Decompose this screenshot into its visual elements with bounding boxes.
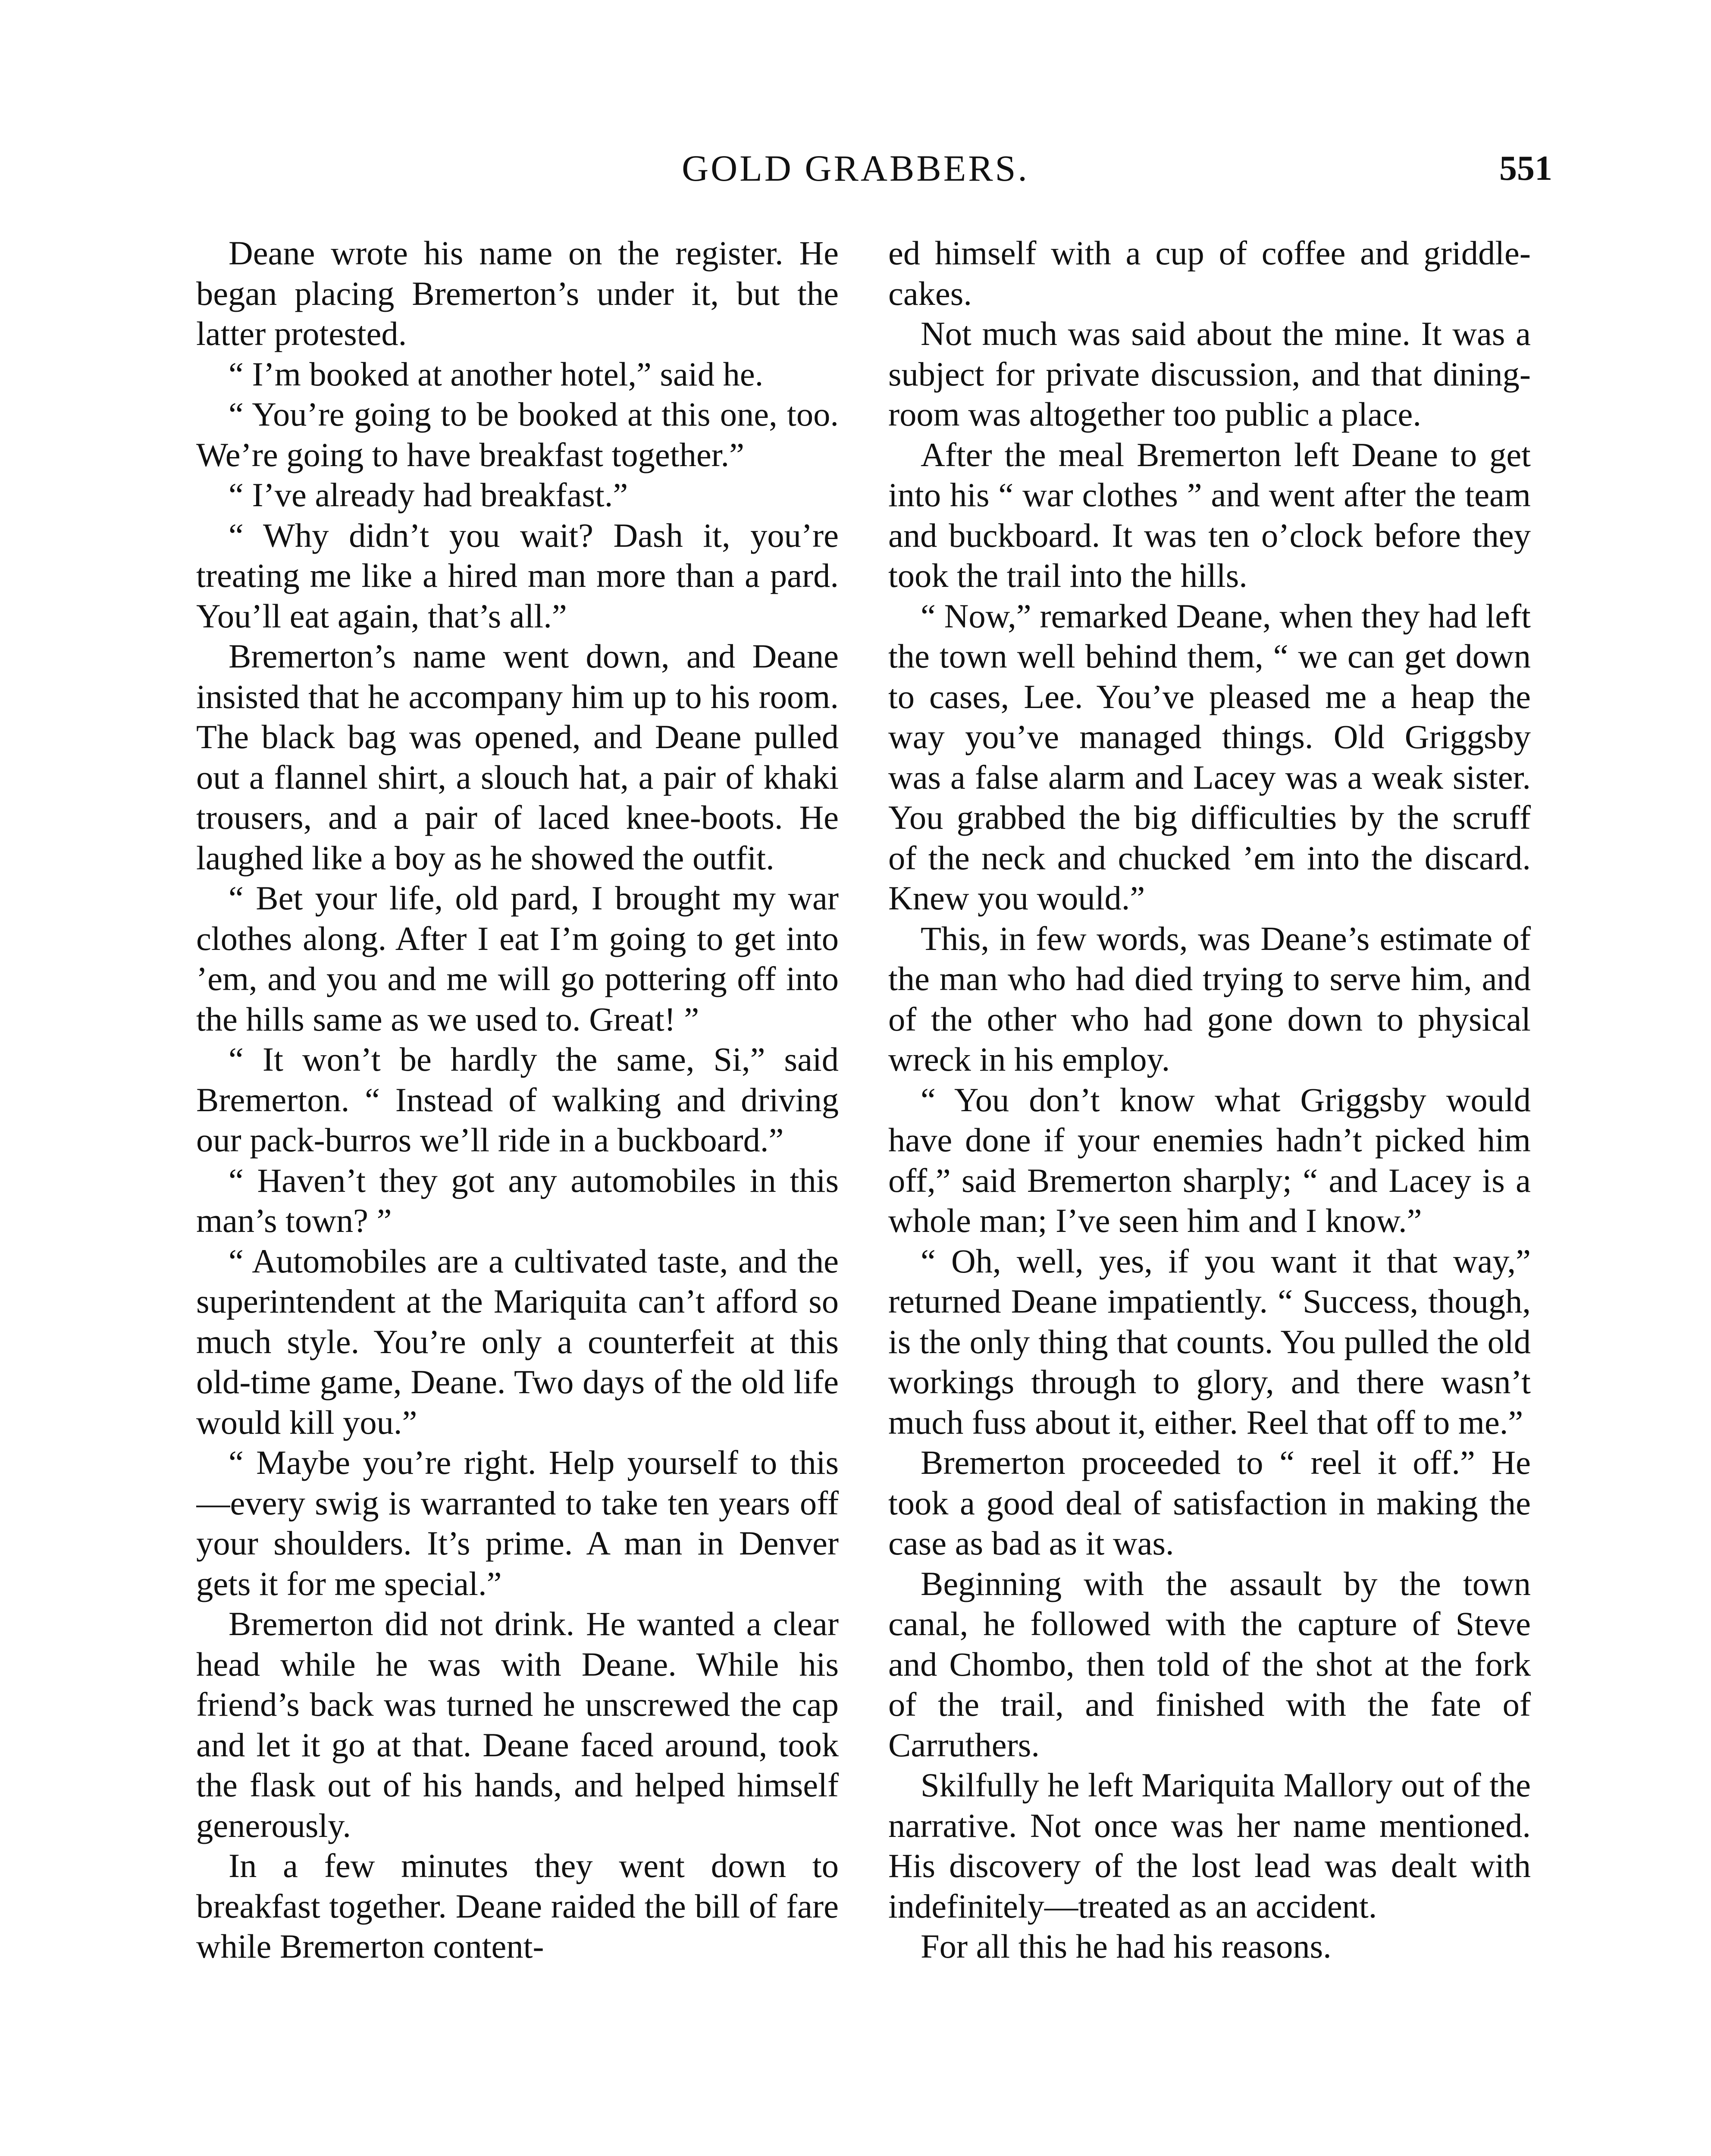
paragraph: “ You’re going to be booked at this one, too. We’re going to have breakfast together.” — [196, 395, 839, 473]
paragraph: Not much was said about the mine. It was a subject for private discussion, and that dining-room was altogether too public a place. — [888, 315, 1531, 433]
paragraph: “ Haven’t they got any automobiles in this man’s town? ” — [196, 1161, 839, 1239]
paragraph: “ I’m booked at another hotel,” said he. — [229, 355, 764, 393]
paragraph: In a few minutes they went down to breakfast together. Deane raided the bill of fare while Bremerton content- — [196, 1847, 839, 1965]
right-text-column — [888, 233, 1531, 2156]
paragraph: Deane wrote his name on the register. He began placing Bremerton’s under it, but the latter protested. — [196, 234, 839, 352]
paragraph: Skilfully he left Mariquita Mallory out of the narrative. Not once was her name mentioned. His discovery of the lost lead was dealt with indefinitely—treated as an accident. — [888, 1766, 1531, 1925]
paragraph: This, in few words, was Deane’s estimate of the man who had died trying to serve him, and of the other who had gone down to physical wreck in his employ. — [888, 919, 1531, 1078]
left-text-column — [196, 233, 839, 2156]
paragraph: “ Oh, well, yes, if you want it that way,” returned Deane impatiently. “ Success, though, is the only thing that counts. You pulled the old workings through to glory, and there wasn’t much fuss about it, either. Reel that off to me.” — [888, 1242, 1531, 1441]
paragraph: Bremerton’s name went down, and Deane insisted that he accompany him up to his room. The black bag was opened, and Deane pulled out a flannel shirt, a slouch hat, a pair of khaki trousers, and a pair of laced knee-boots. He laughed like a boy as he showed the outfit. — [196, 637, 839, 877]
paragraph: “ Automobiles are a cultivated taste, and the superintendent at the Mariquita can’t afford so much style. You’re only a counterfeit at this old-time game, Deane. Two days of the old life would kill you.” — [196, 1242, 839, 1441]
paragraph: “ It won’t be hardly the same, Si,” said Bremerton. “ Instead of walking and driving our pack-burros we’ll ride in a buckboard.” — [196, 1040, 839, 1159]
paragraph: After the meal Bremerton left Deane to get into his “ war clothes ” and went after the team and buckboard. It was ten o’clock before they took the trail into the hills. — [888, 436, 1531, 594]
paragraph: Beginning with the assault by the town canal, he followed with the capture of Steve and Chombo, then told of the shot at the fork of the trail, and finished with the fate of Carruthers. — [888, 1564, 1531, 1764]
running-head — [0, 142, 1711, 194]
paragraph: Bremerton did not drink. He wanted a clear head while he was with Deane. While his friend’s back was turned he unscrewed the cap and let it go at that. Deane faced around, took the flask out of his hands, and helped himself generously. — [196, 1605, 839, 1844]
paragraph: “ Bet your life, old pard, I brought my war clothes along. After I eat I’m going to get into ’em, and you and me will go pottering off into the hills same as we used to. Great! ” — [196, 879, 839, 1038]
paragraph: “ Maybe you’re right. Help yourself to this—every swig is warranted to take ten years off your shoulders. It’s prime. A man in Denver gets it for me special.” — [196, 1444, 839, 1602]
paragraph: Bremerton proceeded to “ reel it off.” He took a good deal of satisfaction in making the case as bad as it was. — [888, 1444, 1531, 1562]
running-title: GOLD GRABBERS. — [682, 147, 1029, 189]
page-number: 551 — [1499, 148, 1552, 188]
paragraph: “ You don’t know what Griggsby would have done if your enemies hadn’t picked him off,” said Bremerton sharply; “ and Lacey is a whole man; I’ve seen him and I know.” — [888, 1081, 1531, 1239]
paragraph: “ Why didn’t you wait? Dash it, you’re treating me like a hired man more than a pard. You’ll eat again, that’s all.” — [196, 516, 839, 635]
paragraph: “ I’ve already had breakfast.” — [229, 476, 628, 514]
paragraph-continuation: ed himself with a cup of coffee and griddle-cakes. — [888, 234, 1531, 312]
paragraph: “ Now,” remarked Deane, when they had left the town well behind them, “ we can get down to cases, Lee. You’ve pleased me a heap the way you’ve managed things. Old Griggsby was a false alarm and Lacey was a weak sister. You grabbed the big difficulties by the scruff of the neck and chucked ’em into the discard. Knew you would.” — [888, 597, 1531, 917]
paragraph: For all this he had his reasons. — [921, 1927, 1332, 1965]
